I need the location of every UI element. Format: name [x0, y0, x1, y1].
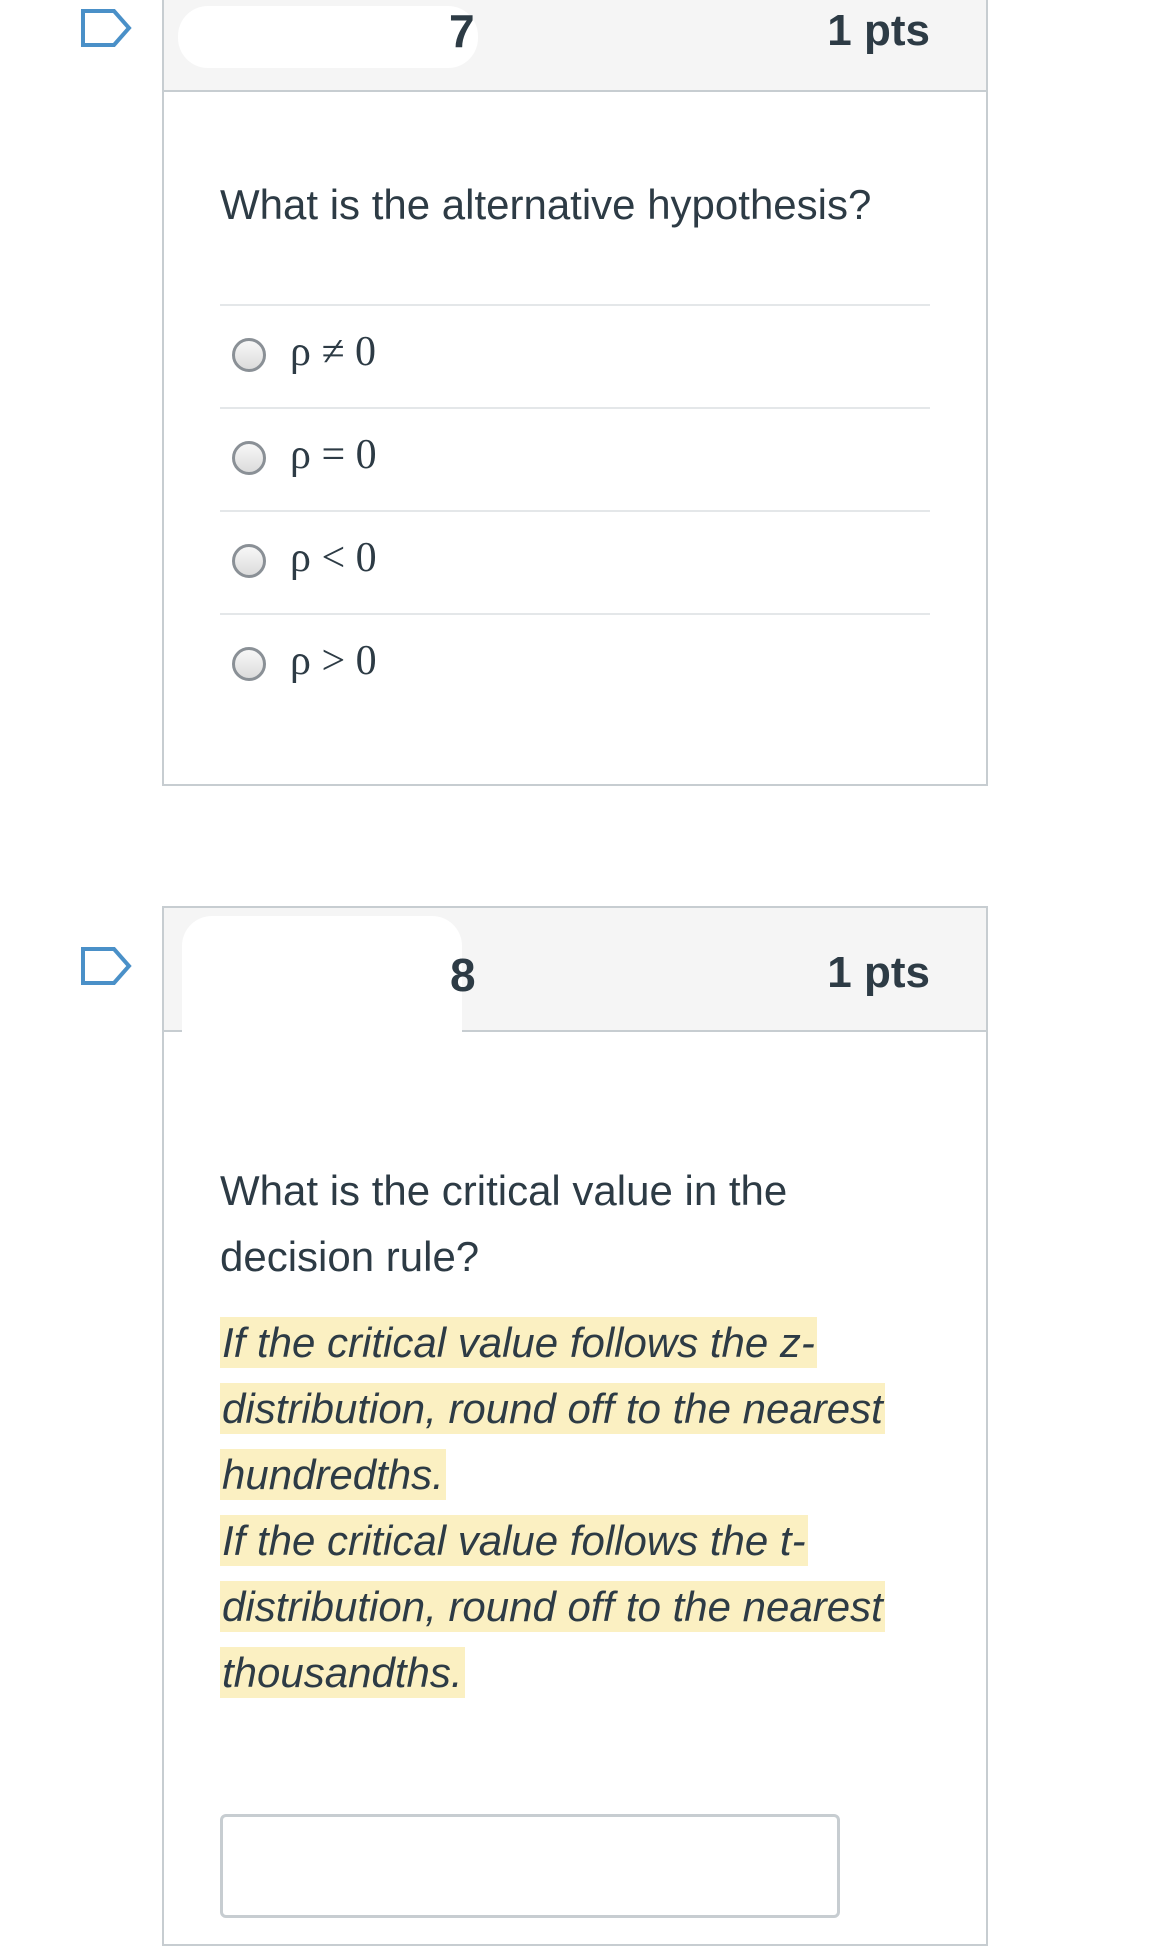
redaction	[182, 916, 462, 1066]
answer-option[interactable]	[220, 512, 930, 615]
radio-button[interactable]	[232, 544, 266, 578]
question-points: 1 pts	[827, 948, 930, 997]
question-card	[162, 906, 988, 1946]
question-header	[164, 0, 986, 92]
answer-label: ρ ≠ 0	[290, 329, 377, 375]
question-card	[162, 0, 988, 786]
answer-label: ρ = 0	[290, 432, 377, 478]
answer-option[interactable]	[220, 306, 930, 409]
question-text-line: decision rule?	[220, 1233, 480, 1280]
question-number: 7	[449, 5, 475, 57]
question-text-line: What is the critical value in the	[220, 1167, 788, 1214]
instruction-line: hundredths.	[222, 1451, 444, 1498]
radio-button[interactable]	[232, 647, 266, 681]
question-text	[220, 1158, 900, 1290]
radio-button[interactable]	[232, 338, 266, 372]
flag-question-icon[interactable]	[80, 8, 132, 48]
answer-option[interactable]	[220, 409, 930, 512]
answer-option[interactable]	[220, 615, 930, 718]
rounding-instructions	[220, 1310, 920, 1706]
radio-button[interactable]	[232, 441, 266, 475]
instruction-line: If the critical value follows the z-	[222, 1319, 815, 1366]
question-text: What is the alternative hypothesis?	[220, 181, 872, 228]
answer-label: ρ < 0	[290, 535, 377, 581]
instruction-line: distribution, round off to the nearest	[222, 1385, 883, 1432]
question-points: 1 pts	[827, 6, 930, 55]
instruction-line: If the critical value follows the t-	[222, 1517, 806, 1564]
redaction	[178, 6, 478, 68]
flag-question-icon[interactable]	[80, 946, 132, 986]
answer-input[interactable]	[220, 1814, 840, 1918]
answer-list	[220, 304, 930, 718]
instruction-line: thousandths.	[222, 1649, 463, 1696]
question-number: 8	[450, 949, 476, 1001]
answer-label: ρ > 0	[290, 638, 377, 684]
question-header	[164, 908, 986, 1032]
instruction-line: distribution, round off to the nearest	[222, 1583, 883, 1630]
